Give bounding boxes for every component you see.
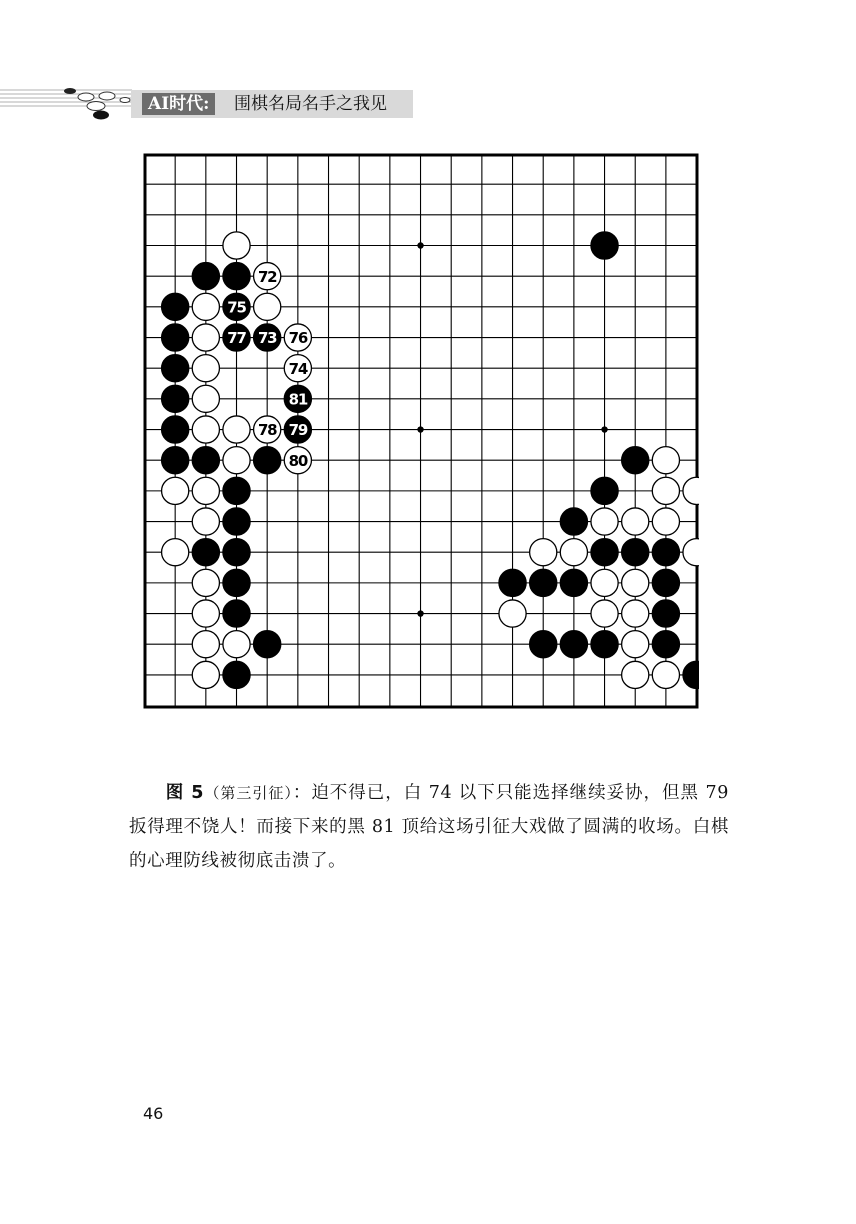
white-stone (652, 477, 679, 504)
white-stone (192, 477, 219, 504)
move-number: 75 (227, 298, 246, 317)
black-stone (223, 263, 250, 290)
black-stone (591, 631, 618, 658)
white-stone (530, 539, 557, 566)
white-stone (284, 324, 311, 351)
black-stone (622, 447, 649, 474)
white-stone (652, 447, 679, 474)
black-stone (223, 661, 250, 688)
figure-subtitle: （第三引征） (204, 784, 293, 802)
figure-label: 图 5 (165, 783, 205, 803)
black-stone (622, 539, 649, 566)
move-number: 78 (257, 421, 277, 440)
caption-paragraph (129, 776, 729, 878)
white-stone (192, 569, 219, 596)
black-stone (223, 539, 250, 566)
move-number: 81 (288, 390, 308, 409)
white-stone (192, 631, 219, 658)
black-stone (254, 324, 281, 351)
running-header (0, 78, 420, 126)
white-stone (254, 263, 281, 290)
white-stone (192, 508, 219, 535)
white-stone (622, 631, 649, 658)
move-number: 72 (257, 267, 277, 286)
white-stone (622, 600, 649, 627)
move-number: 73 (257, 329, 277, 348)
white-stone (223, 631, 250, 658)
star-point (417, 426, 423, 432)
black-stone (162, 293, 189, 320)
black-stone (223, 600, 250, 627)
black-stone (591, 232, 618, 259)
black-stone (162, 447, 189, 474)
white-stone (284, 355, 311, 382)
white-stone (683, 477, 699, 504)
white-stone (223, 416, 250, 443)
white-stone (652, 661, 679, 688)
white-stone (192, 416, 219, 443)
black-stone (560, 508, 587, 535)
black-stone (652, 539, 679, 566)
white-stone (192, 661, 219, 688)
move-number: 79 (288, 421, 308, 440)
move-number: 77 (227, 329, 246, 348)
star-point (417, 242, 423, 248)
black-stone (560, 569, 587, 596)
book-title: 围棋名局名手之我见 (234, 94, 387, 114)
white-stone (683, 539, 699, 566)
white-stone (652, 508, 679, 535)
white-stone (223, 232, 250, 259)
black-stone (591, 539, 618, 566)
white-stone (499, 600, 526, 627)
black-stone (223, 508, 250, 535)
move-number: 76 (288, 329, 308, 348)
white-stone (591, 569, 618, 596)
black-stone (192, 447, 219, 474)
black-stone (499, 569, 526, 596)
move-number: 74 (288, 359, 308, 378)
white-stone (560, 539, 587, 566)
white-stone (591, 508, 618, 535)
figure-caption (129, 776, 729, 878)
white-stone (192, 600, 219, 627)
star-point (417, 610, 423, 616)
page-number: 46 (143, 1104, 164, 1123)
black-stone (192, 263, 219, 290)
white-stone (162, 477, 189, 504)
black-stone (284, 416, 311, 443)
go-board-diagram (143, 153, 699, 709)
white-stone (192, 385, 219, 412)
white-stone (284, 447, 311, 474)
white-stone (192, 355, 219, 382)
black-stone (652, 569, 679, 596)
black-stone (254, 447, 281, 474)
black-stone (223, 569, 250, 596)
black-stone (162, 416, 189, 443)
black-stone (162, 324, 189, 351)
caption-text: ：迫不得已，白 74 以下只能选择继续妥协，但黑 79 扳得理不饶人！而接下来的黑 81 顶给这场引征大戏做了圆满的收场。白棋的心理防线被彻底击溃了。 (129, 783, 729, 871)
black-stone (223, 477, 250, 504)
black-stone (162, 385, 189, 412)
black-stone (162, 355, 189, 382)
go-stones-ornament (0, 78, 135, 126)
white-stone (192, 293, 219, 320)
black-stone (652, 600, 679, 627)
white-stone (622, 508, 649, 535)
white-stone (591, 600, 618, 627)
white-stone (162, 539, 189, 566)
black-stone (560, 631, 587, 658)
black-stone (223, 293, 250, 320)
white-stone (223, 447, 250, 474)
white-stone (622, 569, 649, 596)
black-stone (530, 631, 557, 658)
black-stone (223, 324, 250, 351)
black-stone (591, 477, 618, 504)
move-number: 80 (288, 451, 308, 470)
black-stone (192, 539, 219, 566)
black-stone (652, 631, 679, 658)
black-stone (254, 631, 281, 658)
white-stone (254, 293, 281, 320)
black-stone (284, 385, 311, 412)
black-stone (530, 569, 557, 596)
white-stone (192, 324, 219, 351)
series-badge: AI时代: (142, 93, 215, 115)
star-point (601, 426, 607, 432)
white-stone (254, 416, 281, 443)
black-stone (683, 661, 699, 688)
white-stone (622, 661, 649, 688)
